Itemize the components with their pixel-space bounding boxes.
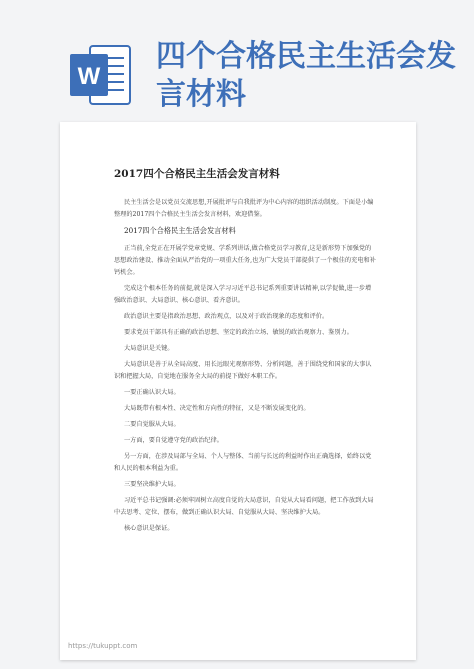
header	[0, 0, 474, 120]
paragraph: 完成这个根本任务的前提,就是深入学习习近平总书记系列重要讲话精神,以学促做,进一步增强政治意识、大局意识、核心意识、看齐意识。	[114, 285, 372, 304]
paragraph: 正当前,全党正在开展学党章党规、学系列讲话,做合格党员学习教育,这是新形势下加强党的思想政治建设、推动全面从严治党的一项重大任务,也为广大党员干部提供了一个极佳的充电和补钙机会。	[114, 245, 376, 276]
paragraph-list	[114, 197, 376, 535]
paragraph: 大局意识是善于从全局高度、用长远眼光观察形势、分析问题，善于围绕党和国家的大事认识和把握大局，自觉地在服务全大局的前提下做好本职工作。	[114, 361, 372, 380]
paragraph: 政治意识主要是指政治思想、政治观点，以及对于政治现象的态度和评价。	[124, 313, 329, 320]
word-document-icon	[68, 42, 134, 108]
paragraph: 民主生活会是以党员交流思想,开展批评与自我批评为中心内容的组织活动制度。下面是小编整理的2017四个合格民主生活会发言材料，欢迎借鉴。	[114, 199, 374, 218]
watermark-text: https://tukuppt.com	[68, 642, 138, 650]
document-subtitle: 2017四个合格民主生活会发言材料	[124, 226, 236, 235]
paragraph: 二要自觉服从大局。	[124, 421, 180, 428]
document-body	[114, 166, 376, 539]
paragraph: 习近平总书记强调:必须牢固树立高度自觉的大局意识，自觉从大局看问题，把工作放到大局中去思考、定位、摆布，做到正确认识大局、自觉服从大局、坚决维护大局。	[114, 497, 374, 516]
page-title: 四个合格民主生活会发言材料	[156, 39, 456, 112]
paragraph: 一方面，要自觉遵守党的政治纪律。	[124, 437, 223, 444]
paragraph: 三要坚决维护大局。	[124, 481, 180, 488]
paragraph: 核心意识是保证。	[124, 525, 174, 532]
paragraph: 大局意识是关键。	[124, 345, 174, 352]
paragraph: 大局既带有根本性、决定性和方向性的特征，又是不断发展变化的。	[124, 405, 310, 412]
paragraph: 另一方面，在涉及局部与全局、个人与整体、当前与长远的利益时作出正确选择，始终以党和人民的根本利益为重。	[114, 453, 372, 472]
document-title: 2017四个合格民主生活会发言材料	[114, 168, 280, 180]
document-page	[60, 122, 416, 660]
svg-text:W: W	[77, 63, 101, 90]
paragraph: 一要正确认识大局。	[124, 389, 180, 396]
paragraph: 要求党员干部具有正确的政治思想、坚定的政治立场、敏锐的政治观察力、鉴别力。	[124, 329, 353, 336]
